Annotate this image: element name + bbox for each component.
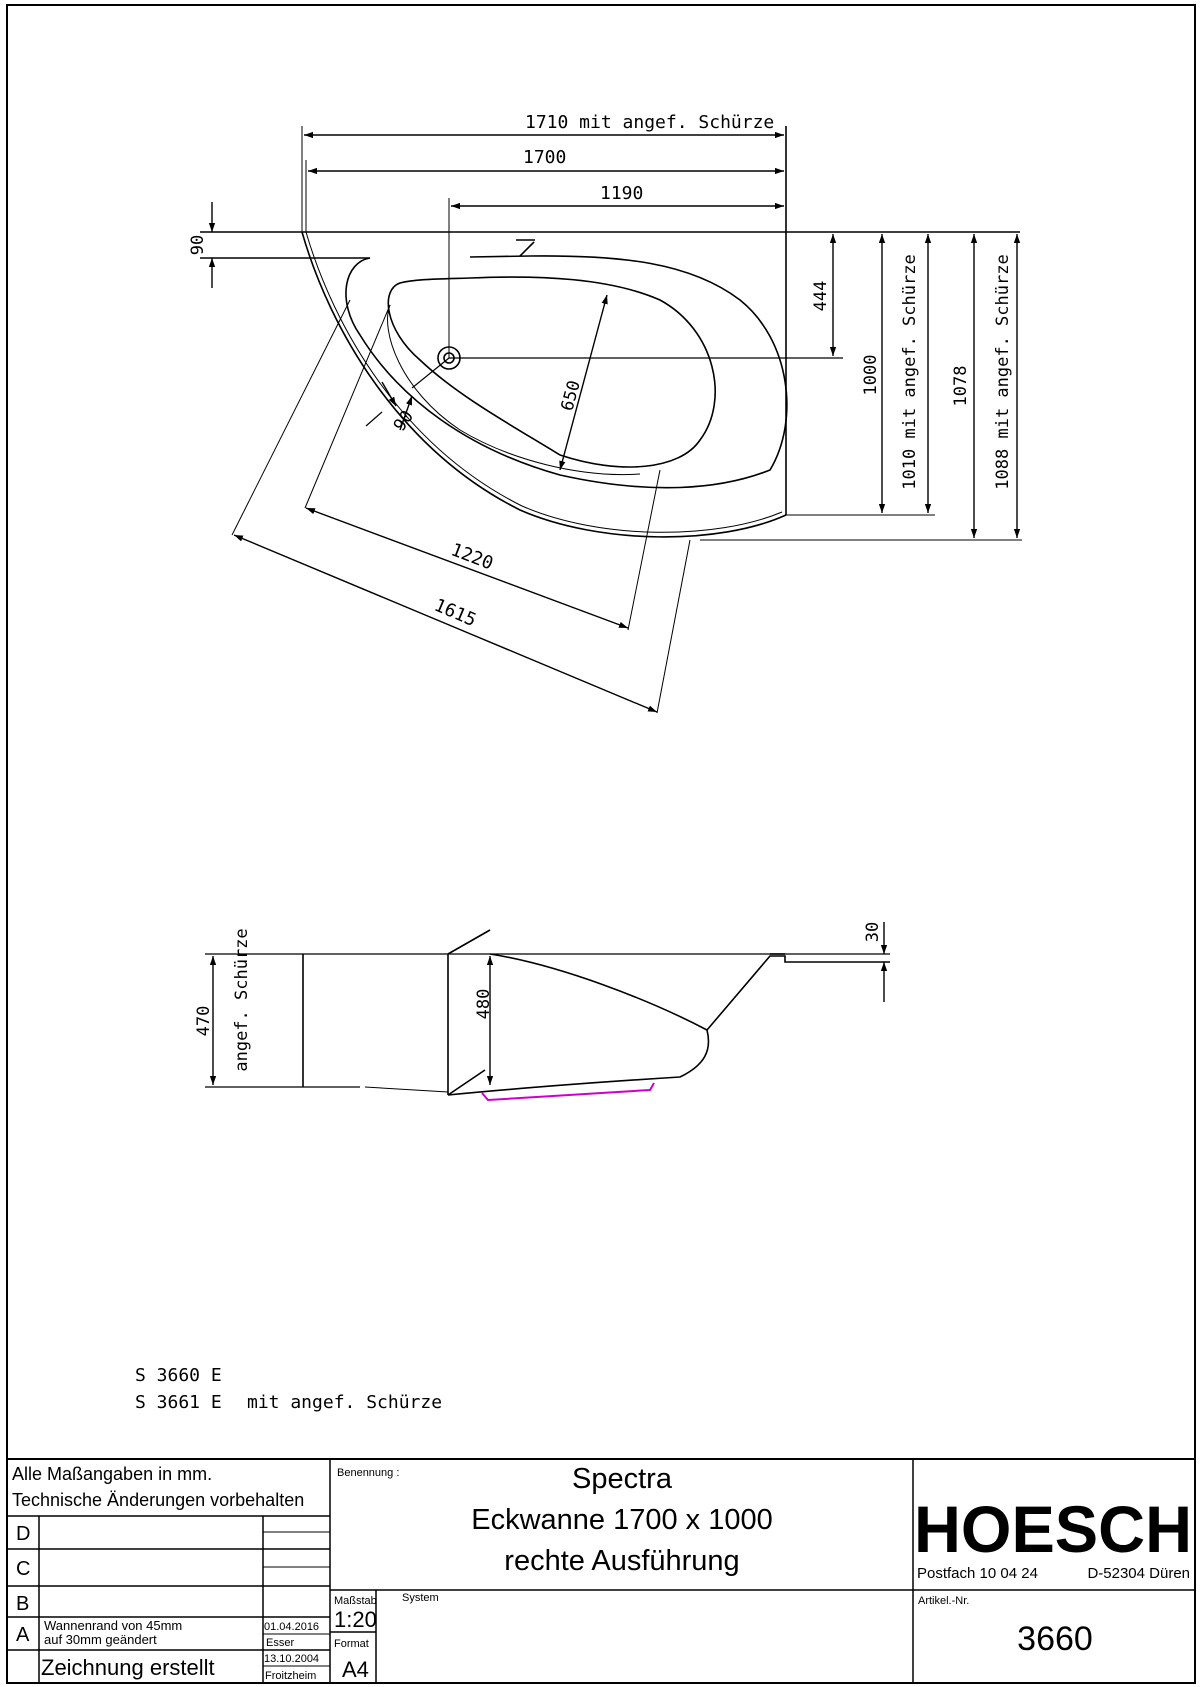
notes-line-1: Alle Maßangaben in mm. xyxy=(12,1464,213,1484)
section-apron-label: angef. Schürze xyxy=(232,928,252,1072)
section-basin-outline xyxy=(448,954,709,1095)
benennung-label: Benennung : xyxy=(337,1467,400,1479)
revision-letter-a: A xyxy=(16,1624,30,1646)
dim-rim-side: 90 xyxy=(389,407,418,436)
dim-outer-length: 1615 xyxy=(431,594,480,632)
dim-inner-width: 650 xyxy=(557,378,585,414)
tub-rim-outline xyxy=(346,256,787,488)
drawing-created-label: Zeichnung erstellt xyxy=(41,1655,215,1680)
dim-section-rim: 30 xyxy=(863,921,883,943)
revision-a-date: 01.04.2016 xyxy=(264,1621,320,1633)
revision-letter-c: C xyxy=(16,1558,31,1580)
dim-depth: 1000 xyxy=(861,354,881,396)
plan-dimensions xyxy=(212,135,1017,712)
drawing-created-name: Froitzheim xyxy=(265,1670,317,1682)
revision-a-name: Esser xyxy=(266,1637,295,1649)
drawing-created-date: 13.10.2004 xyxy=(264,1653,320,1665)
model-note-2: S 3661 E xyxy=(135,1392,222,1413)
model-note-1: S 3660 E xyxy=(135,1365,222,1386)
dim-drain-x: 1190 xyxy=(600,183,644,204)
scale-label: Maßstab xyxy=(334,1595,377,1607)
model-note-2-suffix: mit angef. Schürze xyxy=(247,1392,443,1413)
section-dimensions xyxy=(213,922,884,1085)
dim-section-height-apron: 470 xyxy=(194,1005,214,1037)
scale-value: 1:20 xyxy=(334,1607,377,1632)
dim-drain-y: 444 xyxy=(811,280,831,312)
article-label: Artikel.-Nr. xyxy=(918,1595,970,1607)
company-address-city: D-52304 Düren xyxy=(1087,1565,1190,1582)
dim-inner-length: 1220 xyxy=(447,539,496,575)
revision-a-text-1: Wannenrand von 45mm xyxy=(44,1618,183,1633)
system-label: System xyxy=(402,1592,439,1604)
notes-line-2: Technische Änderungen vorbehalten xyxy=(12,1490,305,1510)
dim-diag-depth-apron: 1088 mit angef. Schürze xyxy=(993,254,1013,490)
dim-overall-apron: 1710 mit angef. Schürze xyxy=(525,112,775,133)
dim-depth-apron: 1010 mit angef. Schürze xyxy=(900,254,920,490)
company-address-po: Postfach 10 04 24 xyxy=(917,1565,1038,1582)
title-line-1: Spectra xyxy=(572,1463,672,1495)
revision-letter-b: B xyxy=(16,1593,30,1615)
dim-rim-top: 90 xyxy=(188,234,208,256)
company-logo: HOESCH xyxy=(914,1492,1192,1566)
revision-letter-d: D xyxy=(16,1523,31,1545)
dim-diag-depth: 1078 xyxy=(951,365,971,407)
format-value: A4 xyxy=(342,1657,369,1682)
section-view xyxy=(205,930,890,1095)
revision-a-text-2: auf 30mm geändert xyxy=(44,1632,157,1647)
dim-section-height: 480 xyxy=(474,988,494,1020)
plan-view xyxy=(200,126,1022,713)
article-number: 3660 xyxy=(1017,1620,1093,1658)
tub-basin-outline xyxy=(388,277,715,467)
title-line-2: Eckwanne 1700 x 1000 xyxy=(471,1504,773,1536)
dim-overall: 1700 xyxy=(523,147,567,168)
section-support-highlight xyxy=(482,1083,654,1100)
title-line-3: rechte Ausführung xyxy=(504,1545,740,1577)
format-label: Format xyxy=(334,1638,369,1650)
